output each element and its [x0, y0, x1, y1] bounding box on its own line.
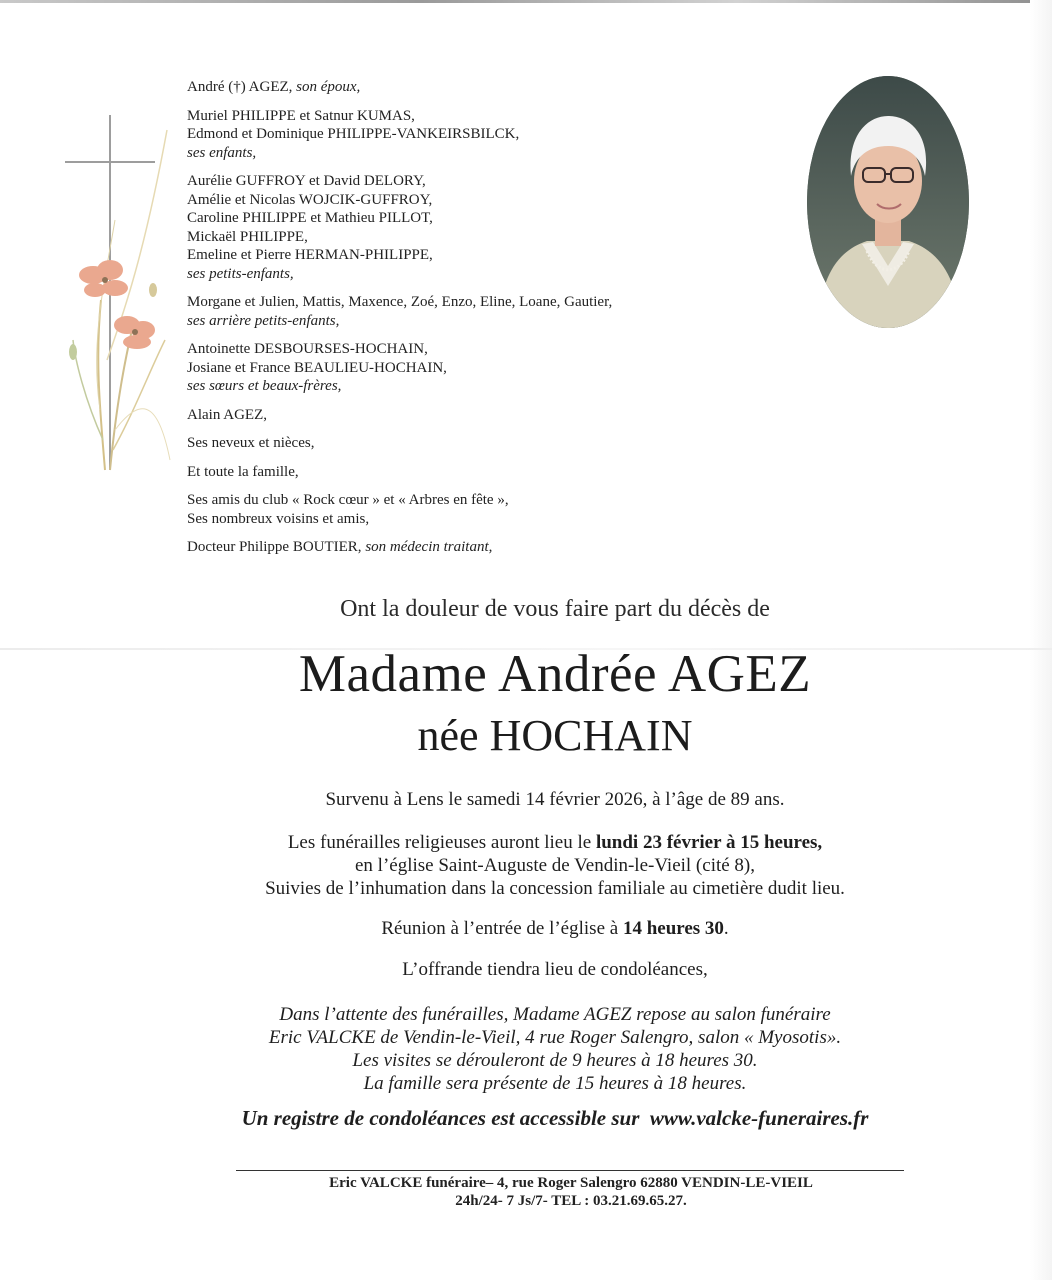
- family-line: [187, 191, 747, 210]
- family-line: [187, 359, 747, 378]
- family-group: [187, 78, 747, 97]
- family-group: [187, 463, 747, 482]
- family-names: Ses amis du club « Rock cœur » et « Arbres en fête »,: [187, 492, 509, 508]
- family-line: [187, 538, 747, 557]
- family-names: Edmond et Dominique PHILIPPE-VANKEIRSBILCK,: [187, 126, 520, 142]
- family-names: Morgane et Julien, Mattis, Maxence, Zoé, Enzo, Eline, Loane, Gautier,: [187, 294, 613, 310]
- meeting-info: [0, 918, 1052, 940]
- footer-address: Eric VALCKE funéraire– 4, rue Roger Salengro 62880 VENDIN-LE-VIEIL: [329, 1175, 813, 1191]
- family-names: Ses nombreux voisins et amis,: [187, 510, 370, 527]
- funeral-details: [0, 831, 1052, 900]
- funeral-home-footer: [0, 1174, 1052, 1210]
- family-line: [187, 463, 747, 482]
- funeral-date: lundi 23 février à 15 heures,: [595, 832, 823, 853]
- scan-edge-top: [0, 0, 1052, 3]
- family-line: [187, 340, 747, 359]
- visitation-line-3: Les visites se dérouleront de 9 heures à 18 heures 30.: [352, 1050, 758, 1071]
- register-link[interactable]: www.valcke-funeraires.fr: [649, 1106, 869, 1130]
- family-names: Caroline PHILIPPE et Mathieu PILLOT,: [187, 210, 433, 226]
- family-names: Emeline et Pierre HERMAN-PHILIPPE,: [187, 247, 433, 263]
- family-line: [187, 78, 747, 97]
- family-line: [187, 434, 747, 453]
- footer-divider: [236, 1170, 904, 1171]
- condolence-register: [0, 1106, 1052, 1131]
- family-line: [187, 125, 747, 144]
- family-group: [187, 406, 747, 425]
- announcement-intro: Ont la douleur de vous faire part du décès de: [340, 596, 770, 622]
- family-list: [187, 78, 747, 567]
- deceased-portrait: [807, 76, 969, 328]
- visitation-line-2: Eric VALCKE de Vendin-le-Vieil, 4 rue Roger Salengro, salon « Myosotis».: [268, 1027, 842, 1048]
- family-group: [187, 491, 747, 528]
- maiden-name: née HOCHAIN: [417, 711, 693, 760]
- visitation-details: [0, 1003, 1052, 1095]
- death-notice: Survenu à Lens le samedi 14 février 2026, à l’âge de 89 ans.: [325, 789, 785, 810]
- family-line: [187, 510, 747, 529]
- family-names: Muriel PHILIPPE et Satnur KUMAS,: [187, 107, 415, 124]
- funeral-church: en l’église Saint-Auguste de Vendin-le-Vieil (cité 8),: [354, 855, 756, 876]
- offering-note: L’offrande tiendra lieu de condoléances,: [402, 959, 708, 980]
- family-group: [187, 538, 747, 557]
- register-text: Un registre de condoléances est accessible sur: [241, 1106, 640, 1130]
- family-line: [187, 377, 747, 396]
- footer-phone: 24h/24- 7 Js/7- TEL : 03.21.69.65.27.: [455, 1193, 687, 1209]
- family-role: ses arrière petits-enfants,: [187, 312, 340, 329]
- family-role: ses enfants,: [187, 144, 257, 161]
- family-line: [187, 228, 747, 247]
- family-names: Mickaël PHILIPPE,: [187, 228, 308, 245]
- family-names: Josiane et France BEAULIEU-HOCHAIN,: [187, 359, 447, 376]
- cross-with-poppies-icon: [55, 110, 185, 480]
- family-line: [187, 172, 747, 191]
- family-role: ses sœurs et beaux-frères,: [187, 378, 342, 394]
- family-group: [187, 340, 747, 396]
- family-line: [187, 406, 747, 425]
- family-line: [187, 246, 747, 265]
- visitation-line-1: Dans l’attente des funérailles, Madame AGEZ repose au salon funéraire: [279, 1004, 831, 1025]
- family-names: Et toute la famille,: [187, 463, 299, 480]
- family-role: son époux,: [296, 79, 361, 95]
- family-names: Aurélie GUFFROY et David DELORY,: [187, 173, 426, 189]
- family-group: [187, 434, 747, 453]
- family-role: son médecin traitant,: [365, 539, 493, 555]
- meeting-end: .: [723, 918, 729, 939]
- family-role: ses petits-enfants,: [187, 265, 294, 282]
- family-names: Alain AGEZ,: [187, 406, 267, 423]
- family-names: Ses neveux et nièces,: [187, 435, 315, 451]
- family-line: [187, 293, 747, 312]
- family-names: Docteur Philippe BOUTIER,: [187, 539, 366, 555]
- deceased-name: Madame Andrée AGEZ: [298, 645, 812, 703]
- family-group: [187, 293, 747, 330]
- visitation-line-4: La famille sera présente de 15 heures à 18 heures.: [363, 1073, 747, 1094]
- family-line: [187, 107, 747, 126]
- family-line: [187, 144, 747, 163]
- funeral-burial: Suivies de l’inhumation dans la concession familiale au cimetière dudit lieu.: [265, 878, 845, 899]
- family-line: [187, 265, 747, 284]
- family-line: [187, 312, 747, 331]
- family-group: [187, 172, 747, 283]
- funeral-intro: Les funérailles religieuses auront lieu le: [287, 832, 596, 853]
- family-group: [187, 107, 747, 163]
- family-line: [187, 209, 747, 228]
- family-names: André (†) AGEZ,: [187, 79, 297, 95]
- meeting-time: 14 heures 30: [622, 918, 724, 939]
- family-names: Amélie et Nicolas WOJCIK-GUFFROY,: [187, 191, 433, 208]
- family-line: [187, 491, 747, 510]
- family-names: Antoinette DESBOURSES-HOCHAIN,: [187, 341, 428, 357]
- meeting-intro: Réunion à l’entrée de l’église à: [381, 918, 623, 939]
